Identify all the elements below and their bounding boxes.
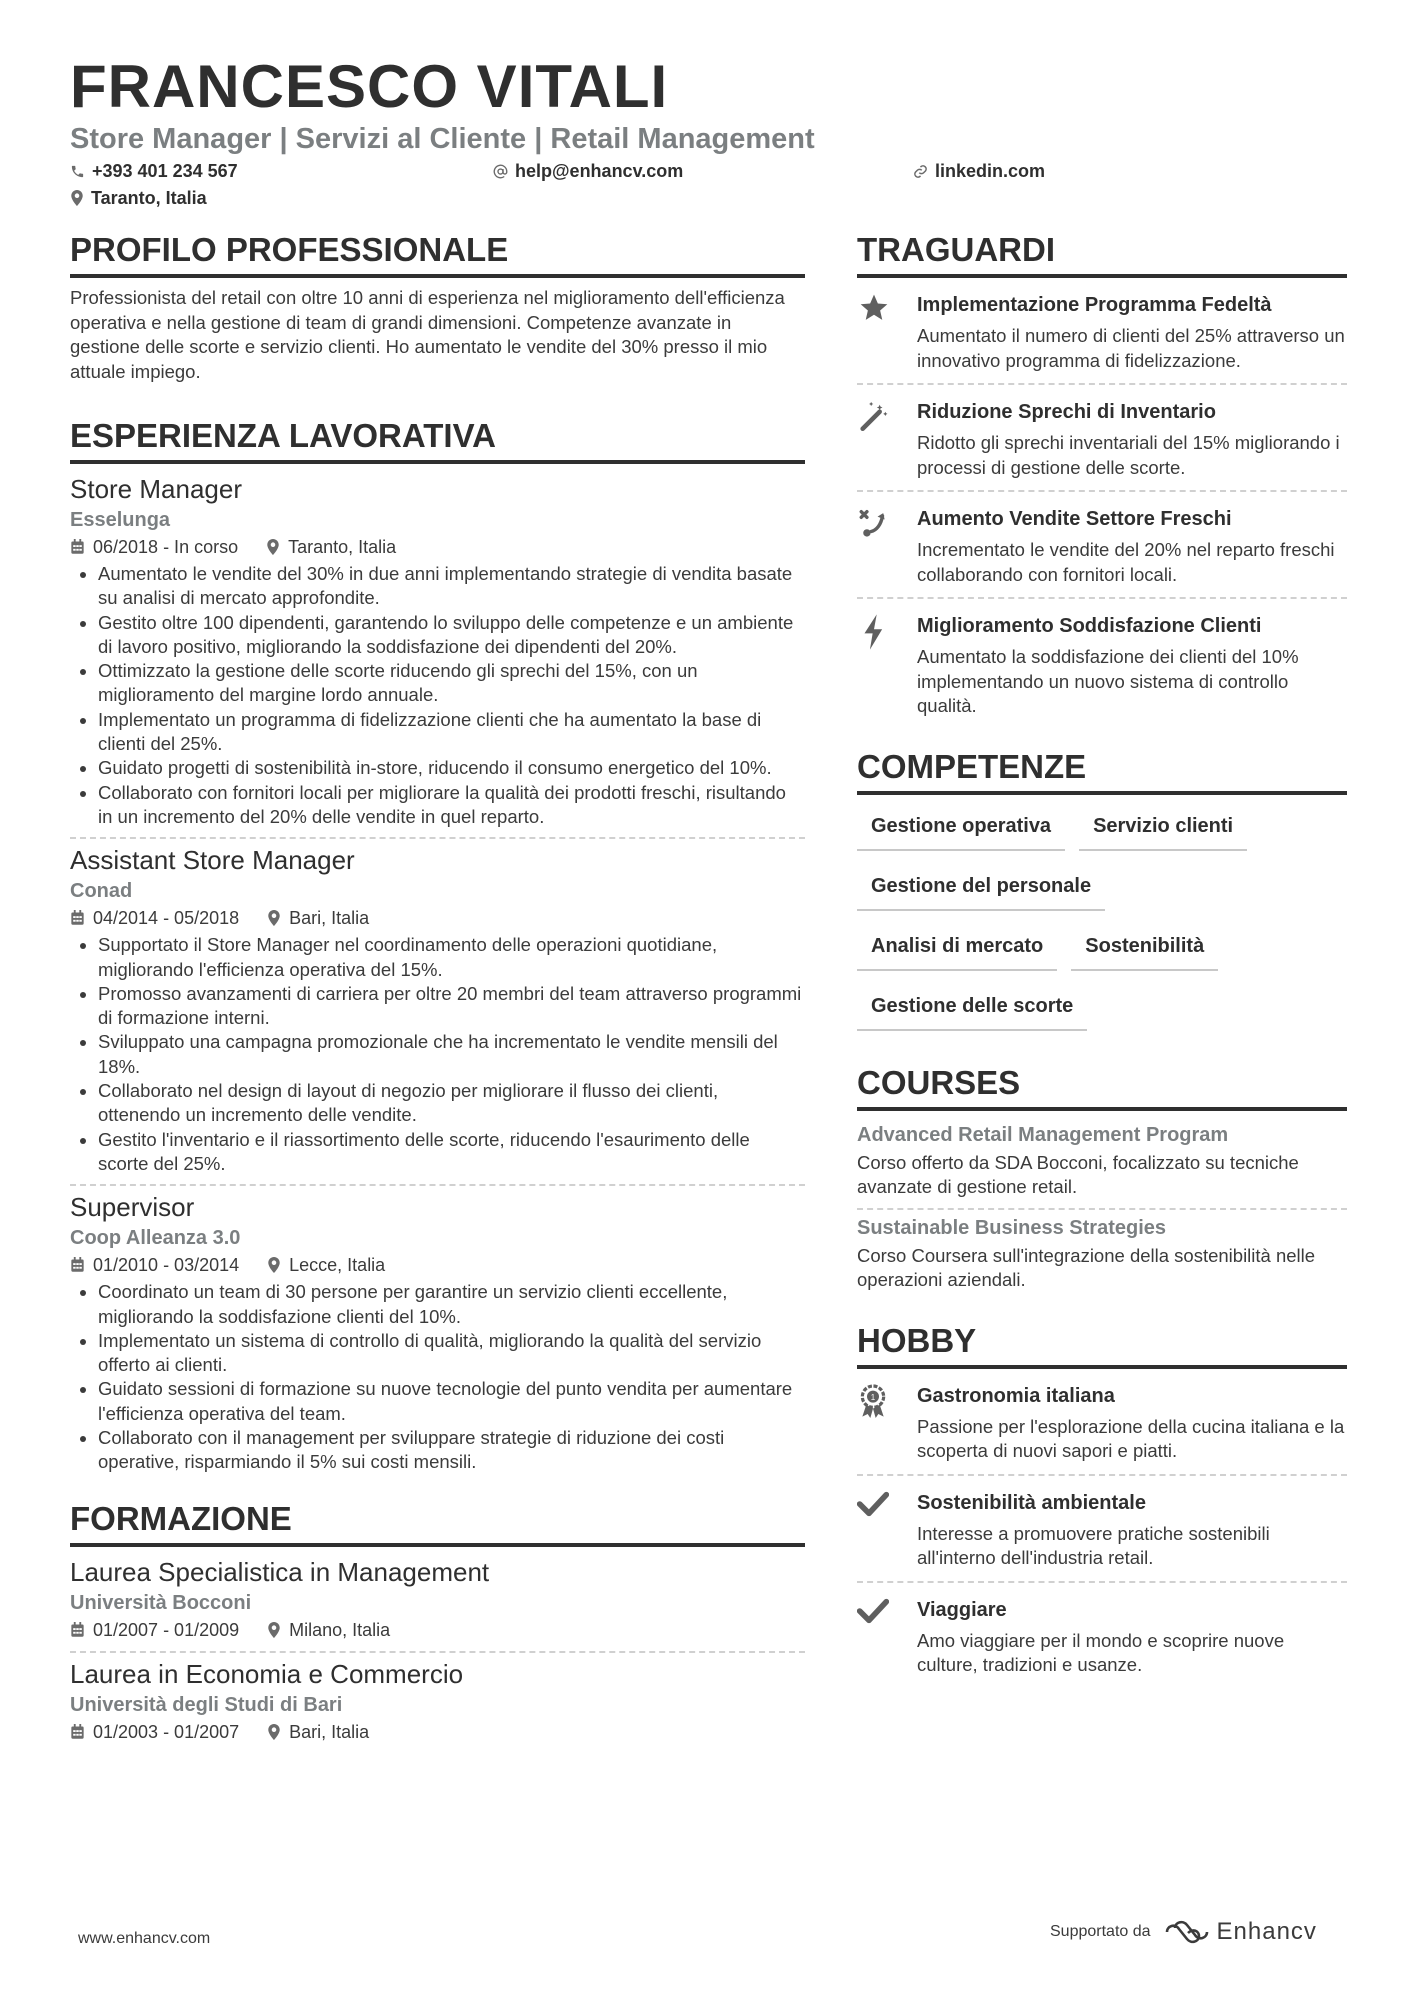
contact-location bbox=[70, 186, 207, 210]
job-location-text: Lecce, Italia bbox=[289, 1255, 386, 1276]
achievement-desc: Ridotto gli sprechi inventariali del 15% migliorando i processi di gestione delle scorte. bbox=[917, 432, 1340, 478]
achievement-title: Aumento Vendite Settore Freschi bbox=[917, 508, 1232, 530]
bullet: • Collaborato con fornitori locali per migliorare la qualità dei prodotti freschi, risultando in un incremento del 20% delle vendite in quel reparto. bbox=[98, 781, 805, 830]
bullet: • Implementato un sistema di controllo di qualità, migliorando la qualità del servizio offerto ai clienti. bbox=[98, 1329, 805, 1378]
at-icon bbox=[493, 164, 508, 179]
hobby-desc: Passione per l'esplorazione della cucina italiana e la scoperta di nuovi sapori e piatti. bbox=[917, 1415, 1345, 1461]
education-dates bbox=[70, 1719, 239, 1745]
hobby-title-text: Gastronomia italiana bbox=[917, 1384, 1115, 1407]
skills-list bbox=[857, 803, 1347, 1043]
job-company: Coop Alleanza 3.0 bbox=[70, 1227, 241, 1250]
education-meta bbox=[70, 1617, 805, 1643]
bullet: • Collaborato con il management per sviluppare strategie di riduzione dei costi operative, risparmiando il 5% sui costi mensili. bbox=[98, 1426, 805, 1475]
experience-section bbox=[70, 414, 805, 1475]
job-entry bbox=[70, 1190, 805, 1474]
bullet: • Supportato il Store Manager nel coordinamento delle operazioni quotidiane, migliorando l'efficienza operativa del 15%. bbox=[98, 933, 805, 982]
calendar-icon bbox=[70, 539, 85, 555]
contact-linkedin[interactable] bbox=[913, 159, 1045, 183]
education-location-text: Milano, Italia bbox=[289, 1619, 391, 1640]
bullet: • Gestito l'inventario e il riassortimento delle scorte, riducendo l'esaurimento delle scorte del 25%. bbox=[98, 1128, 805, 1177]
education-entry bbox=[70, 1657, 805, 1745]
powered-by-text: Supportato da bbox=[1050, 1923, 1151, 1940]
footer-branding[interactable] bbox=[1050, 1918, 1317, 1946]
location-pin-icon bbox=[267, 1724, 281, 1740]
phone-icon bbox=[70, 164, 85, 179]
skill-tag: Gestione delle scorte bbox=[857, 983, 1087, 1031]
location-pin-icon bbox=[267, 910, 281, 926]
hobby-title-text: Sostenibilità ambientale bbox=[917, 1491, 1146, 1514]
job-company: Esselunga bbox=[70, 509, 171, 531]
course-title: Sustainable Business Strategies bbox=[857, 1216, 1167, 1239]
job-bullets bbox=[70, 933, 805, 1176]
email-text: help@enhancv.com bbox=[515, 161, 684, 181]
job-role: Store Manager bbox=[70, 474, 242, 504]
education-school: Università degli Studi di Bari bbox=[70, 1693, 343, 1716]
job-dates-text: 04/2014 - 05/2018 bbox=[93, 908, 240, 929]
job-meta bbox=[70, 905, 805, 931]
education-location-text: Bari, Italia bbox=[289, 1721, 370, 1742]
checkmark-icon bbox=[857, 1595, 917, 1678]
hobby-title-text: Viaggiare bbox=[917, 1598, 1007, 1621]
candidate-subtitle: Store Manager | Servizi al Cliente | Retail Management bbox=[70, 123, 815, 155]
divider bbox=[70, 837, 805, 839]
divider bbox=[857, 1208, 1347, 1210]
bullet: • Aumentato le vendite del 30% in due anni implementando strategie di vendita basate su analisi di mercato approfondite. bbox=[98, 562, 805, 611]
courses-title: COURSES bbox=[857, 1061, 1347, 1111]
achievement-title: Riduzione Sprechi di Inventario bbox=[917, 401, 1216, 423]
hobby-title: HOBBY bbox=[857, 1319, 1347, 1369]
achievements-section bbox=[857, 228, 1347, 729]
skill-tag: Sostenibilità bbox=[1071, 923, 1218, 971]
job-location bbox=[266, 534, 396, 560]
skill-tag: Servizio clienti bbox=[1079, 803, 1247, 851]
contact-email[interactable] bbox=[493, 159, 683, 183]
skills-section bbox=[857, 745, 1347, 1043]
course-title: Advanced Retail Management Program bbox=[857, 1123, 1229, 1146]
hobby-item bbox=[857, 1583, 1347, 1688]
education-section bbox=[70, 1497, 805, 1745]
skill-tag: Analisi di mercato bbox=[857, 923, 1057, 971]
course-desc: Corso offerto da SDA Bocconi, focalizzato su tecniche avanzate di gestione retail. bbox=[857, 1151, 1299, 1197]
achievement-title: Miglioramento Soddisfazione Clienti bbox=[917, 615, 1262, 637]
location-pin-icon bbox=[266, 539, 280, 555]
achievement-item bbox=[857, 385, 1347, 490]
job-dates-text: 06/2018 - In corso bbox=[93, 537, 239, 557]
magic-wand-icon bbox=[857, 397, 917, 480]
course-desc: Corso Coursera sull'integrazione della sostenibilità nelle operazioni aziendali. bbox=[857, 1244, 1316, 1290]
education-school: Università Bocconi bbox=[70, 1591, 252, 1614]
footer-website[interactable]: www.enhancv.com bbox=[78, 1930, 211, 1947]
job-location-text: Taranto, Italia bbox=[288, 537, 397, 557]
job-location bbox=[267, 1252, 385, 1278]
skill-tag: Gestione operativa bbox=[857, 803, 1065, 851]
calendar-icon bbox=[70, 910, 85, 926]
education-dates bbox=[70, 1617, 239, 1643]
calendar-icon bbox=[70, 1257, 85, 1273]
strategy-icon bbox=[857, 504, 917, 587]
star-icon bbox=[857, 290, 917, 373]
bullet: • Sviluppato una campagna promozionale che ha incrementato le vendite mensili del 18%. bbox=[98, 1030, 805, 1079]
contact-phone bbox=[70, 159, 238, 183]
location-text: Taranto, Italia bbox=[91, 188, 207, 208]
enhancv-brand: Enhancv bbox=[1216, 1918, 1317, 1945]
lightning-icon bbox=[857, 611, 917, 719]
profile-section bbox=[70, 228, 805, 384]
education-location bbox=[267, 1719, 369, 1745]
achievement-desc: Aumentato la soddisfazione dei clienti del 10% implementando un nuovo sistema di controllo qualità. bbox=[917, 646, 1299, 716]
experience-title: ESPERIENZA LAVORATIVA bbox=[70, 414, 805, 464]
hobby-desc: Amo viaggiare per il mondo e scoprire nuove culture, tradizioni e usanze. bbox=[917, 1629, 1285, 1675]
hobby-item bbox=[857, 1476, 1347, 1581]
award-ribbon-icon bbox=[857, 1381, 917, 1464]
phone-text: +393 401 234 567 bbox=[92, 161, 238, 181]
hobby-item bbox=[857, 1369, 1347, 1474]
bullet: • Implementato un programma di fidelizzazione clienti che ha aumentato la base di clienti del 25%. bbox=[98, 708, 805, 757]
achievement-desc: Incrementato le vendite del 20% nel reparto freschi collaborando con fornitori locali. bbox=[917, 539, 1335, 585]
education-degree: Laurea Specialistica in Management bbox=[70, 1556, 490, 1587]
hobby-desc: Interesse a promuovere pratiche sostenibili all'interno dell'industria retail. bbox=[917, 1522, 1270, 1568]
calendar-icon bbox=[70, 1622, 85, 1638]
job-bullets bbox=[70, 562, 805, 829]
education-location bbox=[267, 1617, 390, 1643]
job-role: Assistant Store Manager bbox=[70, 845, 355, 876]
bullet: • Collaborato nel design di layout di negozio per migliorare il flusso dei clienti, ottenendo un incremento delle vendite. bbox=[98, 1079, 805, 1128]
achievement-title: Implementazione Programma Fedeltà bbox=[917, 294, 1272, 316]
job-location-text: Bari, Italia bbox=[289, 908, 370, 929]
candidate-name: FRANCESCO VITALI bbox=[70, 53, 669, 120]
calendar-icon bbox=[70, 1724, 85, 1740]
education-title: FORMAZIONE bbox=[70, 1497, 805, 1547]
achievement-desc: Aumentato il numero di clienti del 25% attraverso un innovativo programma di fidelizzazione. bbox=[917, 325, 1345, 371]
job-dates bbox=[70, 905, 239, 931]
job-dates-text: 01/2010 - 03/2014 bbox=[93, 1255, 240, 1276]
location-pin-icon bbox=[70, 190, 84, 206]
enhancv-logo-icon bbox=[1163, 1918, 1211, 1946]
right-column bbox=[857, 228, 1347, 1688]
courses-section bbox=[857, 1061, 1347, 1293]
divider bbox=[70, 1184, 805, 1186]
education-degree: Laurea in Economia e Commercio bbox=[70, 1658, 464, 1689]
job-entry bbox=[70, 472, 805, 829]
bullet: • Gestito oltre 100 dipendenti, garantendo lo sviluppo delle competenze e un ambiente di lavoro positivo, migliorando la soddisfazione dei dipendenti del 20%. bbox=[98, 611, 805, 660]
bullet: • Promosso avanzamenti di carriera per oltre 20 membri del team attraverso programmi di formazione interni. bbox=[98, 982, 805, 1031]
education-meta bbox=[70, 1719, 805, 1745]
left-column bbox=[70, 228, 805, 1745]
bullet: • Ottimizzato la gestione delle scorte riducendo gli sprechi del 15%, con un miglioramento del margine lordo annuale. bbox=[98, 659, 805, 708]
job-company: Conad bbox=[70, 880, 133, 903]
bullet: • Coordinato un team di 30 persone per garantire un servizio clienti eccellente, migliorando la soddisfazione clienti del 10%. bbox=[98, 1280, 805, 1329]
job-meta bbox=[70, 1252, 805, 1278]
divider bbox=[70, 1651, 805, 1653]
achievement-item bbox=[857, 492, 1347, 597]
hobby-section bbox=[857, 1319, 1347, 1688]
achievement-item bbox=[857, 599, 1347, 729]
job-dates bbox=[70, 1252, 239, 1278]
link-icon bbox=[913, 164, 928, 179]
achievements-title: TRAGUARDI bbox=[857, 228, 1347, 278]
job-dates bbox=[70, 534, 238, 560]
job-meta bbox=[70, 534, 805, 560]
checkmark-icon bbox=[857, 1488, 917, 1571]
profile-text: Professionista del retail con oltre 10 anni di esperienza nel miglioramento dell'efficienza operativa e nella gestione di team di grandi dimensioni. Competenze avanzate in gestione delle scorte e servizio clienti. Ho aumentato le vendite del 30% presso il mio attuale impiego. bbox=[70, 287, 785, 382]
svg-text:1: 1 bbox=[870, 1392, 876, 1402]
job-entry bbox=[70, 843, 805, 1176]
education-dates-text: 01/2007 - 01/2009 bbox=[93, 1619, 240, 1640]
job-role: Supervisor bbox=[70, 1192, 195, 1223]
bullet: • Guidato sessioni di formazione su nuove tecnologie del punto vendita per aumentare l'efficienza operativa del team. bbox=[98, 1377, 805, 1426]
location-pin-icon bbox=[267, 1622, 281, 1638]
education-dates-text: 01/2003 - 01/2007 bbox=[93, 1721, 240, 1742]
skill-tag: Gestione del personale bbox=[857, 863, 1105, 911]
linkedin-text: linkedin.com bbox=[935, 161, 1046, 181]
education-entry bbox=[70, 1555, 805, 1643]
job-bullets bbox=[70, 1280, 805, 1474]
skills-title: COMPETENZE bbox=[857, 745, 1347, 795]
profile-title: PROFILO PROFESSIONALE bbox=[70, 228, 805, 278]
bullet: • Guidato progetti di sostenibilità in-store, riducendo il consumo energetico del 10%. bbox=[98, 756, 805, 780]
achievement-item bbox=[857, 278, 1347, 383]
job-location bbox=[267, 905, 369, 931]
location-pin-icon bbox=[267, 1257, 281, 1273]
